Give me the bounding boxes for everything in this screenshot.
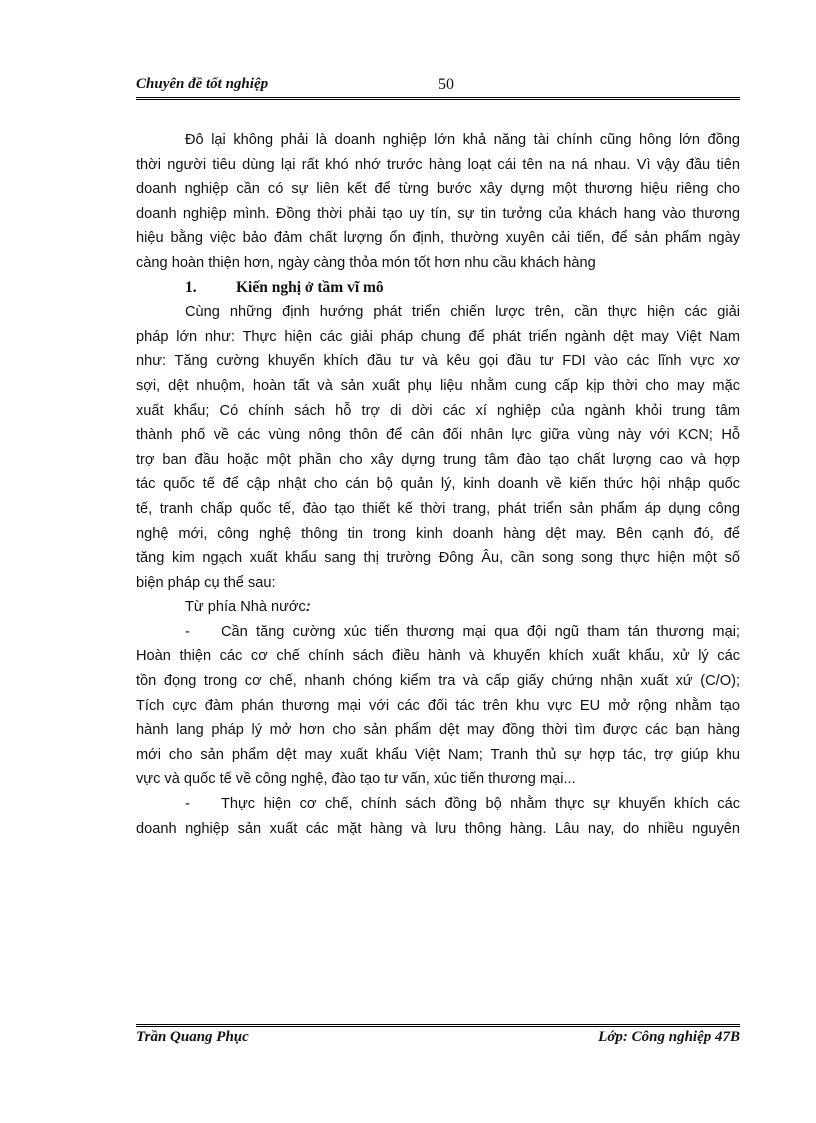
document-body [136,128,740,841]
bullet-line [136,792,740,817]
page-header [136,76,740,98]
section-heading [136,276,740,301]
paragraph-line: pháp lớn như: Thực hiện các giải pháp chung để phát triển ngành dệt may Việt Nam [136,328,740,345]
paragraph-line: xuất khẩu; Có chính sách hỗ trợ di dời các xí nghiệp của ngành khỏi trung tâm [136,402,740,419]
paragraph-line: vực và quốc tế về công nghệ, đào tạo tư vấn, xúc tiến thương mại... [136,771,576,788]
paragraph-line: thời người tiêu dùng lại rất khó nhớ trước hàng loạt cái tên na ná nhau. Vì vậy đầu tiên [136,156,740,173]
paragraph-line: tồn đọng trong cơ chế, nhanh chóng kiểm tra và cấp giấy chứng nhận xuất xứ (C/O); [136,673,740,690]
header-rule [136,97,740,100]
author-name: Trần Quang Phục [136,1029,249,1045]
bullet-line [136,620,740,645]
paragraph-line: như: Tăng cường khuyến khích đầu tư và kêu gọi đầu tư FDI vào các lĩnh vực xơ [136,353,740,370]
bullet-text: Cần tăng cường xúc tiến thương mại qua đội ngũ tham tán thương mại; [221,623,740,640]
paragraph-line: hiệu bằng việc bảo đảm chất lượng ổn định, thường xuyên cải tiến, để sản phẩm ngày [136,230,740,247]
page-number: 50 [438,76,454,93]
paragraph-line: Cùng những định hướng phát triển chiến lược trên, cần thực hiện các giải [185,304,740,321]
paragraph-line: doanh nghiệp sản xuất các mặt hàng và lưu thông hàng. Lâu nay, do nhiều nguyên [136,820,740,837]
bullet-text: Thực hiện cơ chế, chính sách đồng bộ nhằm thực sự khuyến khích các [221,796,740,813]
paragraph-line: trợ ban đầu hoặc một phần cho xây dựng trung tâm đào tạo chất lượng cao và hợp [136,451,740,468]
section-number: 1. [185,278,197,296]
subsection-label [136,595,740,620]
paragraph-line: thành phố về các vùng nông thôn để cân đối nhân lực giữa vùng này với KCN; Hỗ [136,427,740,444]
paragraph-line: tăng kim ngạch xuất khẩu sang thị trường Đông Âu, cần song song thực hiện một số [136,550,740,567]
subsection-label-text: Từ phía Nhà nước [185,599,306,616]
paragraph-line: mới cho sản phẩm dệt may xuất khẩu Việt Nam; Tranh thủ sự hợp tác, trợ giúp khu [136,746,740,763]
paragraph-line: doanh nghiệp cần có sự liên kết để từng bước xây dựng một thương hiệu riêng cho [136,181,740,198]
paragraph-line: Tích cực đàm phán thương mại với các đối tác trên khu vực EU mở rộng nhằm tạo [136,697,740,714]
paragraph-line: biện pháp cụ thể sau: [136,574,276,591]
section-title: Kiến nghị ở tầm vĩ mô [236,278,384,296]
paragraph-line: càng hoàn thiện hơn, ngày càng thỏa món tốt hơn nhu cầu khách hàng [136,254,596,271]
class-label: Lớp: Công nghiệp 47B [598,1029,740,1045]
subsection-label-colon: : [305,599,311,616]
paragraph-line: Hoàn thiện các cơ chế chính sách điều hành và khuyến khích xuất khẩu, xử lý các [136,648,740,665]
document-title: Chuyên đề tốt nghiệp [136,76,269,92]
footer-rule [136,1024,740,1027]
paragraph-line: tác quốc tế để cập nhật cho cán bộ quản lý, kinh doanh về kiến thức hội nhập quốc [136,476,740,493]
paragraph-line: hành lang pháp lý mở hơn cho sản phẩm dệt may đồng thời tìm được các bạn hàng [136,722,740,739]
bullet-dash: - [185,623,190,640]
paragraph-line: sợi, dệt nhuộm, hoàn tất và sản xuất phụ liệu nhằm cung cấp kịp thời cho may mặc [136,377,740,394]
paragraph-line: tế, tranh chấp quốc tế, đào tạo thiết kế thời trang, phát triển sản phẩm áp dụng công [136,500,740,517]
paragraph-line: nghệ mới, công nghệ thông tin trong kinh doanh hàng dệt may. Bên cạnh đó, để [136,525,740,542]
paragraph-line: Đô lại không phải là doanh nghiệp lớn khả năng tài chính cũng hông lớn đồng [185,132,740,148]
paragraph-line: doanh nghiệp mình. Đồng thời phải tạo uy tín, sự tin tưởng của khách hang vào thương [136,205,740,222]
bullet-dash: - [185,796,190,813]
